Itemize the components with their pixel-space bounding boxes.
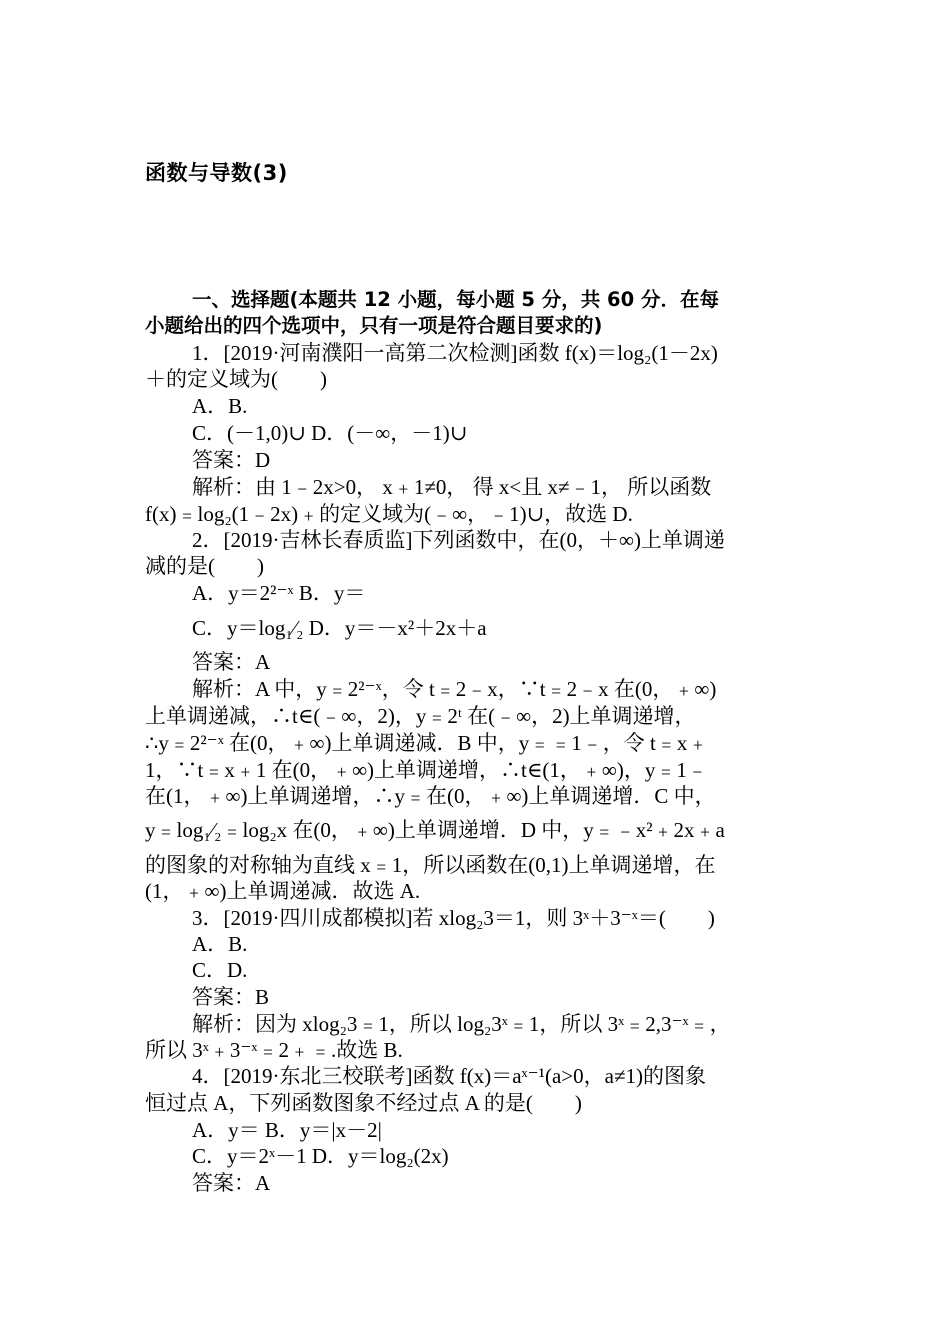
question-2-stem-cont: 减的是( ) xyxy=(145,554,264,578)
question-2-analysis-line-6: y﹦log₁⁄₂﹦log₂x 在(0，﹢∞)上单调递增．D 中，y﹦﹣x²﹢2x﹢a xyxy=(145,818,725,842)
question-4-options-cd: C．y＝2ˣ－1 D．y＝log₂(2x) xyxy=(192,1144,449,1168)
question-4-options-ab: A．y＝ B．y＝|x－2| xyxy=(192,1118,382,1142)
page-title: 函数与导数(3) xyxy=(145,161,288,185)
question-4-answer: 答案：A xyxy=(192,1171,271,1195)
question-3-options-ab: A．B. xyxy=(192,932,248,956)
question-2-analysis-line-7: 的图象的对称轴为直线 x﹦1，所以函数在(0,1)上单调递增，在 xyxy=(145,853,716,877)
question-1-analysis-cont: f(x)﹦log₂(1﹣2x)﹢的定义域为(﹣∞，﹣1)∪，故选 D. xyxy=(145,502,633,526)
question-2-analysis-line-2: 上单调递减，∴t∈(﹣∞，2)，y﹦2ᵗ 在(﹣∞，2)上单调递增， xyxy=(145,704,696,728)
section-heading-line-1: 一、选择题(本题共 12 小题，每小题 5 分，共 60 分．在每 xyxy=(192,288,719,311)
question-2-analysis-line-4: 1，∵t﹦x﹢1 在(0，﹢∞)上单调递增，∴t∈(1，﹢∞)，y﹦1﹣ xyxy=(145,758,708,782)
question-2-answer: 答案：A xyxy=(192,650,271,674)
section-heading-line-2: 小题给出的四个选项中，只有一项是符合题目要求的) xyxy=(145,314,603,337)
question-1-analysis: 解析：由 1﹣2x>0， x﹢1≠0， 得 x<且 x≠﹣1， 所以函数 xyxy=(192,475,712,499)
question-1-stem-cont: ＋的定义域为( ) xyxy=(145,367,327,391)
question-1-options-ab: A．B. xyxy=(192,394,248,418)
question-1-options-cd: C．(－1,0)∪ D．(－∞，－1)∪ xyxy=(192,421,468,445)
question-3-analysis-cont: 所以 3ˣ﹢3⁻ˣ﹦2﹢﹦.故选 B. xyxy=(145,1038,403,1062)
question-3-options-cd: C．D. xyxy=(192,958,248,982)
question-2-analysis-line-3: ∴y﹦2²⁻ˣ 在(0，﹢∞)上单调递减．B 中，y﹦﹦1﹣，令 t﹦x﹢ xyxy=(145,731,709,755)
question-2-options-cd: C．y＝log₁⁄₂ D．y＝－x²＋2x＋a xyxy=(192,616,487,640)
question-2-analysis-line-8: (1，﹢∞)上单调递减．故选 A. xyxy=(145,879,421,903)
question-2-analysis-line-5: 在(1，﹢∞)上单调递增，∴y﹦在(0，﹢∞)上单调递增．C 中， xyxy=(145,784,716,808)
question-4-stem-cont: 恒过点 A，下列函数图象不经过点 A 的是( ) xyxy=(145,1091,582,1115)
question-3-stem: 3．[2019·四川成都模拟]若 xlog₂3＝1，则 3ˣ＋3⁻ˣ＝( ) xyxy=(192,906,715,930)
question-2-stem: 2．[2019·吉林长春质监]下列函数中，在(0，＋∞)上单调递 xyxy=(192,528,725,552)
question-4-stem: 4．[2019·东北三校联考]函数 f(x)＝aˣ⁻¹(a>0，a≠1)的图象 xyxy=(192,1064,706,1088)
question-2-analysis: 解析：A 中，y﹦2²⁻ˣ，令 t﹦2﹣x，∵t﹦2﹣x 在(0，﹢∞) xyxy=(192,677,717,701)
question-3-answer: 答案：B xyxy=(192,985,270,1009)
question-1-stem: 1．[2019·河南濮阳一高第二次检测]函数 f(x)＝log₂(1－2x) xyxy=(192,341,718,365)
question-3-analysis: 解析：因为 xlog₂3﹦1，所以 log₂3ˣ﹦1，所以 3ˣ﹦2,3⁻ˣ﹦， xyxy=(192,1012,731,1036)
question-1-answer: 答案：D xyxy=(192,448,271,472)
question-2-options-ab: A．y＝2²⁻ˣ B．y＝ xyxy=(192,581,366,605)
